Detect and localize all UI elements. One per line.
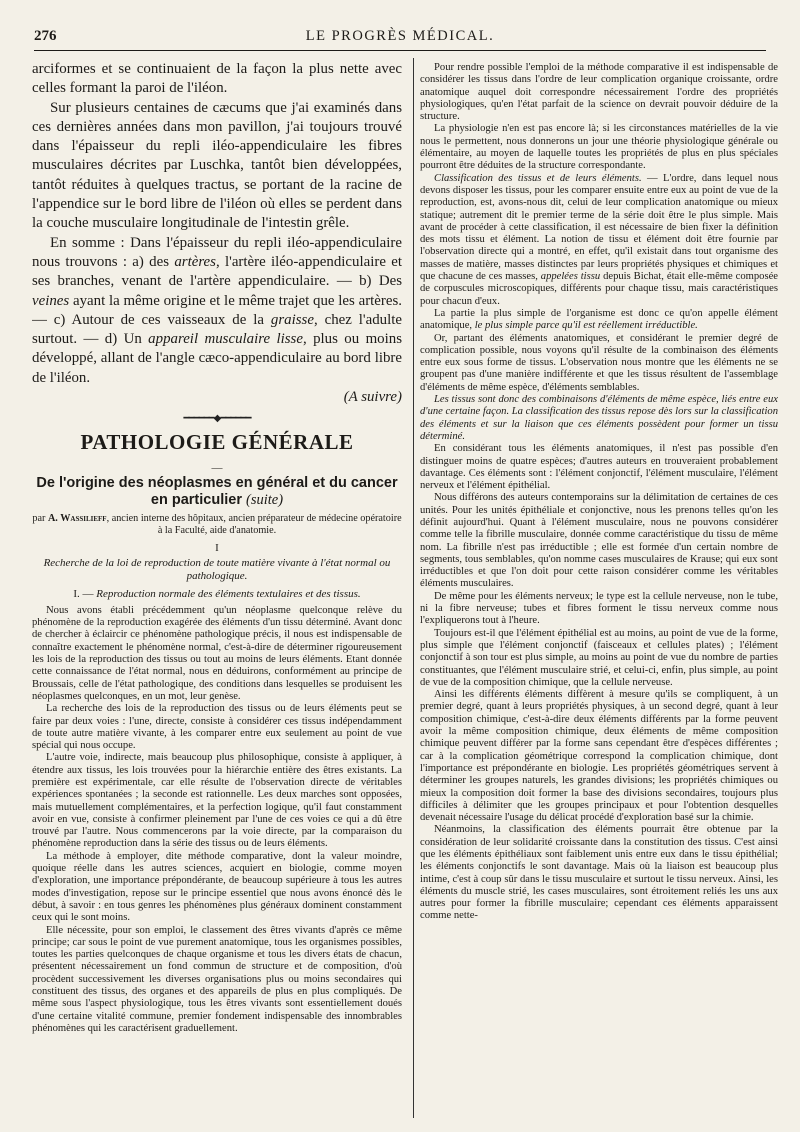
a-suivre: (A suivre) (343, 389, 402, 406)
part-number: I (215, 542, 219, 555)
paragraph: Pour rendre possible l'emploi de la méthode comparative il est indispensable de considérer les tissus dans l'ordre de leur complication organique croissante, ordre anatomique auquel doit correspondre nécessairement l'ordre des propriétés physiologiques, qu'en l'état parfait de la science on devrait pouvoir déduire de la structure. (420, 62, 778, 123)
paragraph: Néanmoins, la classification des éléments pourrait être obtenue par la considération de leur solidarité croissante dans la constitution des tissus. C'est ainsi que les éléments épithéliaux sont faiblement unis entre eux dans le tissu épithélial; les éléments conjonctifs le sont davantage. Mais où la liaison est beaucoup plus intime, c'est à coup sûr dans le tissu musculaire et surtout le tissu nerveux. Ainsi, les éléments du muscle strié, les cases musculaires, sont étroitement reliés les uns aux autres pour former la fibrille musculaire; cependant ces éléments apparaissent comme nette- (420, 824, 778, 922)
paragraph: Les tissus sont donc des combinaisons d'éléments de même espèce, liés entre eux d'une certaine façon. La classification des tissus repose dès lors sur la classification des éléments et sur la liaison que ces éléments possèdent pour former un tissu déterminé. (420, 394, 778, 442)
paragraph: En considérant tous les éléments anatomiques, il n'est pas possible d'en distinguer moins de quatre espèces; d'autres auteurs en trouveraient probablement davantage. Ces éléments sont : l'élément conjonctif, l'élément musculaire, l'élément nerveux et l'élément épithélial. (420, 443, 778, 492)
subsection-title: I. — Reproduction normale des éléments textulaires et des tissus. (73, 588, 361, 601)
paragraph: Sur plusieurs centaines de cæcums que j'ai examinés dans ces dernières années dans mon pavillon, j'ai toujours trouvé dans l'épaisseur du repli iléo-appendiculaire les fibres musculaires décrites par Luschka, tantôt bien développées, tantôt réduites à quelques tractus, se portant de la racine de l'appendice sur le bord libre de l'iléon où elles se perdent dans la couche musculaire longitudinale de l'intestin grêle. (32, 99, 402, 232)
left-column (32, 60, 402, 1035)
paragraph: Nous différons des auteurs contemporains sur la délimitation de certaines de ces unités. Pour les unités épithéliale et conjonctive, nous les prenons telles qu'on les définit aujourd'hui. Quant à l'élément musculaire, nous ne pouvons considérer comme telle la fibrille musculaire, donnée comme caractéristique du tissu de même nom. La fibrille n'est pas irréductible ; elle est formée d'un certain nombre de segments, tous semblables, qu'on nomme cases musculaires de Krause; qui eux sont irréductibles et que l'on doit pour cette raison considérer comme les véritables éléments musculaires. (420, 492, 778, 590)
paragraph: arciformes et se continuaient de la façon la plus nette avec celles formant la paroi de l'iléon. (32, 61, 402, 97)
section-title: PATHOLOGIE GÉNÉRALE (80, 430, 354, 455)
paragraph: L'autre voie, indirecte, mais beaucoup plus philosophique, consiste à appliquer, à étendre aux tissus, les lois trouvées pour la hiérarchie entière des êtres existants. La première est expérimentale, car elle résulte de l'observation directe de véritables expériences spontanées ; la seconde est rationnelle. Les deux marches sont opposées, mais mutuellement complémentaires, et la perfection logique, qu'il faut constamment avoir en vue, consiste à confirmer pleinement par l'une de ces voies ce qui a dû être trouvé par l'autre. Nous commencerons par la voie directe, par la comparaison du phénomène reproduction dans la série des tissus ou de leurs éléments. (32, 752, 402, 850)
header-rule (34, 50, 766, 51)
page-header (34, 28, 766, 50)
paragraph: La partie la plus simple de l'organisme est donc ce qu'on appelle élément anatomique, le plus simple parce qu'il est réellement irréductible. (420, 307, 778, 332)
byline: par A. Wassilieff, ancien interne des hôpitaux, ancien préparateur de médecine opératoire à la Faculté, aide d'anatomie. (32, 513, 402, 536)
paragraph: La physiologie n'en est pas encore là; si les circonstances matérielles de la vie nous le permettent, nous donnerons un jour une théorie physiologique générale ou élémentaire, au moyen de laquelle toutes les propriétés de plus en plus spéciales pourront être déduites de la structure correspondante. (420, 123, 778, 172)
paragraph: Toujours est-il que l'élément épithélial est au moins, au point de vue de la forme, plus simple que l'élément conjonctif (faisceaux et cellules plates) ; l'élément conjonctif à son tour est plus simple, au moins au point de vue du nombre de parties constituantes, que l'élément musculaire strié, et celui-ci, enfin, plus simple, au point de vue de la composition chimique, que la cellule nerveuse. (420, 627, 778, 688)
paragraph: Ainsi les différents éléments diffèrent à mesure qu'ils se compliquent, à un premier degré, quant à leurs propriétés physiques, à un second degré, quant à leur composition chimique, c'est-à-dire deux éléments différents par la forme peuvent avoir la même composition chimique, deux éléments de même composition chimique peuvent différer par la forme sans cependant être d'espèces différentes ; car à la complication géométrique correspond la complication chimique, dont l'importance est prépondérante en biologie. Les propriétés géométriques servent à déterminer les groupes naturels, les grandes divisions; les propriétés chimiques ou mieux la composition doit former la base des divisions secondaires, toujours plus difficiles à délimiter que les groupes principaux et pour l'obtention desquelles devenait nécessaire l'usage du délicat procédé d'exploration basé sur la chimie. (420, 689, 778, 824)
classification-paragraph: Classification des tissus et de leurs éléments. — L'ordre, dans lequel nous devons disposer les tissus, pour les comparer ensuite entre eux au point de vue de la reproduction, est, avons-nous dit, celui de leur complication anatomique ou mieux statique; autrement dit le premier terme de la série doit être le plus simple. Mais avant de procéder à cette classification, il est nécessaire de bien fixer la définition des mots tissu et élément. La notion de tissu et élément doit être fournie par l'observation directe qui a montré, en effet, qu'il existait dans tout organisme des masses de matière, masses distinctes par leurs propriétés physiques et chimiques et que chacune de ces masses, appelées tissu depuis Bichat, était elle-même composée de corpuscules microscopiques, différents pour chaque tissu, mais caractéristiques pour chacun d'eux. (420, 172, 778, 307)
running-title: LE PROGRÈS MÉDICAL. (305, 28, 495, 44)
right-column (420, 62, 778, 923)
title-dash: — (211, 462, 223, 475)
paragraph: La recherche des lois de la reproduction des tissus ou de leurs éléments peut se faire par deux voies : l'une, directe, consiste à considérer ces tissus indépendamment de toute autre matière vivante, à les comparer entre eux seulement au point de vue spécial qui nous occupe. (32, 703, 402, 752)
column-divider (413, 58, 414, 1118)
paragraph: De même pour les éléments nerveux; le type est la cellule nerveuse, non le tube, ni la fibre nerveuse; tubes et fibres forment le tissu nerveux comme nous l'expliquerons tout à l'heure. (420, 590, 778, 627)
article-title: De l'origine des néoplasmes en général et du cancer en particulier (suite) (36, 475, 398, 509)
paragraph: Nous avons établi précédemment qu'un néoplasme quelconque relève du phénomène de la reproduction exagérée des éléments d'un tissu déterminé. Avant donc de chercher à éclaircir ce phénomène pathologique précis, il nous est indispensable de connaître exactement le phénomène normal, c'est-à-dire de déterminer rigoureusement les lois de la reproduction des tissus ou tout au moins de leurs éléments. Etant donnée cette connaissance de l'état normal, nous en déduirons, conformément au principe de Broussais, celle de l'état pathologique, des conditions dans lesquelles se produisent les néoplasmes quelconques, en un mot, leur genèse. (32, 604, 402, 702)
summary-paragraph: En somme : Dans l'épaisseur du repli iléo-appendiculaire nous trouvons : a) des artères, l'artère iléo-appendiculaire et ses branches, venant de l'artère appendiculaire. — b) Des veines ayant la même origine et le même trajet que les artères. — c) Autour de ces vaisseaux de la graisse, chez l'adulte surtout. — d) Un appareil musculaire lisse, plus ou moins développé, allant de l'angle cæco-appendiculaire au bord libre de l'iléon. (32, 234, 402, 386)
page-number: 276 (34, 28, 57, 44)
ornament-divider: ━━━━━━◆━━━━━━ (183, 413, 251, 425)
paragraph: Or, partant des éléments anatomiques, et considérant le premier degré de complication possible, nous voyons qu'il résulte de la combinaison des éléments entre eux sous forme de tissus. L'observation nous montre que les éléments ne se groupent pas d'une manière indifférente et que les tissus résultent de l'assemblage d'éléments de même espèce, d'éléments semblables. (420, 332, 778, 393)
part-title: Recherche de la loi de reproduction de toute matière vivante à l'état normal ou pathologique. (43, 557, 391, 582)
paragraph: La méthode à employer, dite méthode comparative, dont la valeur moindre, quoique réelle dans les autres sciences, acquiert en biologie, comme moyen d'exploration, une importance prépondérante, de beaucoup supérieure à tous les autres modes d'investigation, repose sur le principe essentiel que nous avons énoncé dès le début, à savoir : en tous genres les phénomènes plus généraux dominent constamment ceux qui le sont moins. (32, 850, 402, 924)
paragraph: Elle nécessite, pour son emploi, le classement des êtres vivants d'après ce même principe; car sous le point de vue purement anatomique, tous les organismes possibles, toutes les parties quelconques de chaque organisme et tous les divers états de chacun, présentent nécessairement un fond commun de structure et de composition, d'où procèdent successivement les diverses organisations plus ou moins secondaires qui constituent des tissus, des organes et des appareils de plus en plus compliqués. De même sous l'aspect physiologique, tous les êtres vivants sont essentiellement doués d'une certaine vitalité commune, premier fondement indispensable des innombrables phénomènes qui les caractérisent graduellement. (32, 924, 402, 1034)
author-name: A. Wassilieff (47, 513, 107, 525)
